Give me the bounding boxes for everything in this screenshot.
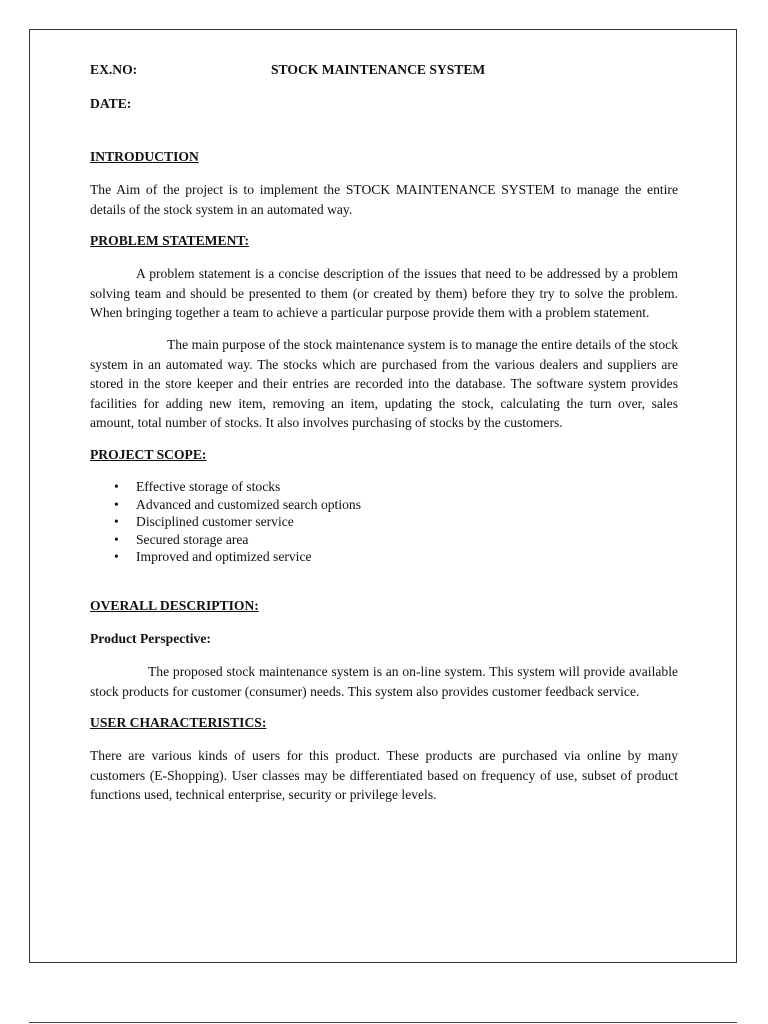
project-scope-list — [90, 478, 678, 566]
bullet-icon: • — [114, 478, 119, 494]
list-item-text: Effective storage of stocks — [136, 478, 281, 494]
introduction-text: The Aim of the project is to implement the STOCK MAINTENANCE SYSTEM to manage the entire details of the stock system in an automated way. — [90, 182, 678, 217]
user-characteristics-heading: USER CHARACTERISTICS: — [90, 715, 267, 731]
document-body — [90, 60, 678, 805]
list-item-text: Disciplined customer service — [136, 514, 294, 530]
list-item-text: Advanced and customized search options — [136, 496, 361, 512]
list-item-text: Improved and optimized service — [136, 549, 312, 565]
list-item-text: Secured storage area — [136, 531, 249, 547]
bullet-icon: • — [114, 514, 119, 530]
overall-description-heading: OVERALL DESCRIPTION: — [90, 597, 259, 613]
product-perspective-text: The proposed stock maintenance system is an on-line system. This system will provide available stock products for customer (consumer) needs. This system also provides customer feedback service. — [90, 663, 678, 699]
problem-statement-paragraph-2: The main purpose of the stock maintenance system is to manage the entire details of the stock system in an automated way. The stocks which are purchased from the various dealers and suppliers are stored in the store keeper and their entries are recorded into the database. The software system provides facilities for adding new item, removing an item, updating the stock, calculating the turn over, sales amount, total number of stocks. It also involves purchasing of stocks by the customers. — [90, 336, 678, 431]
bullet-icon: • — [114, 531, 119, 547]
list-item — [90, 496, 678, 514]
user-characteristics-text: There are various kinds of users for this product. These products are purchased via online by many customers (E-Shopping). User classes may be differentiated based on frequency of use, subset of product functions used, technical enterprise, security or privilege levels. — [90, 748, 678, 803]
list-item — [90, 513, 678, 531]
header-row — [90, 60, 678, 80]
introduction-heading: INTRODUCTION — [90, 149, 199, 164]
list-item — [90, 548, 678, 566]
date-label: DATE: — [90, 96, 132, 111]
project-scope-heading: PROJECT SCOPE: — [90, 446, 207, 462]
bullet-icon: • — [114, 496, 119, 512]
document-title: STOCK MAINTENANCE SYSTEM — [271, 62, 486, 77]
page-divider — [29, 1022, 737, 1023]
problem-statement-heading: PROBLEM STATEMENT: — [90, 233, 249, 249]
list-item — [90, 478, 678, 496]
ex-no-label: EX.NO: — [90, 62, 138, 77]
bullet-icon: • — [114, 549, 119, 565]
product-perspective-heading: Product Perspective: — [90, 630, 211, 646]
list-item — [90, 531, 678, 549]
problem-statement-paragraph-1: A problem statement is a concise description of the issues that need to be addressed by a problem solving team and should be presented to them (or created by them) before they try to solve the problem. When bringing together a team to achieve a particular purpose provide them with a problem statement. — [90, 266, 678, 321]
